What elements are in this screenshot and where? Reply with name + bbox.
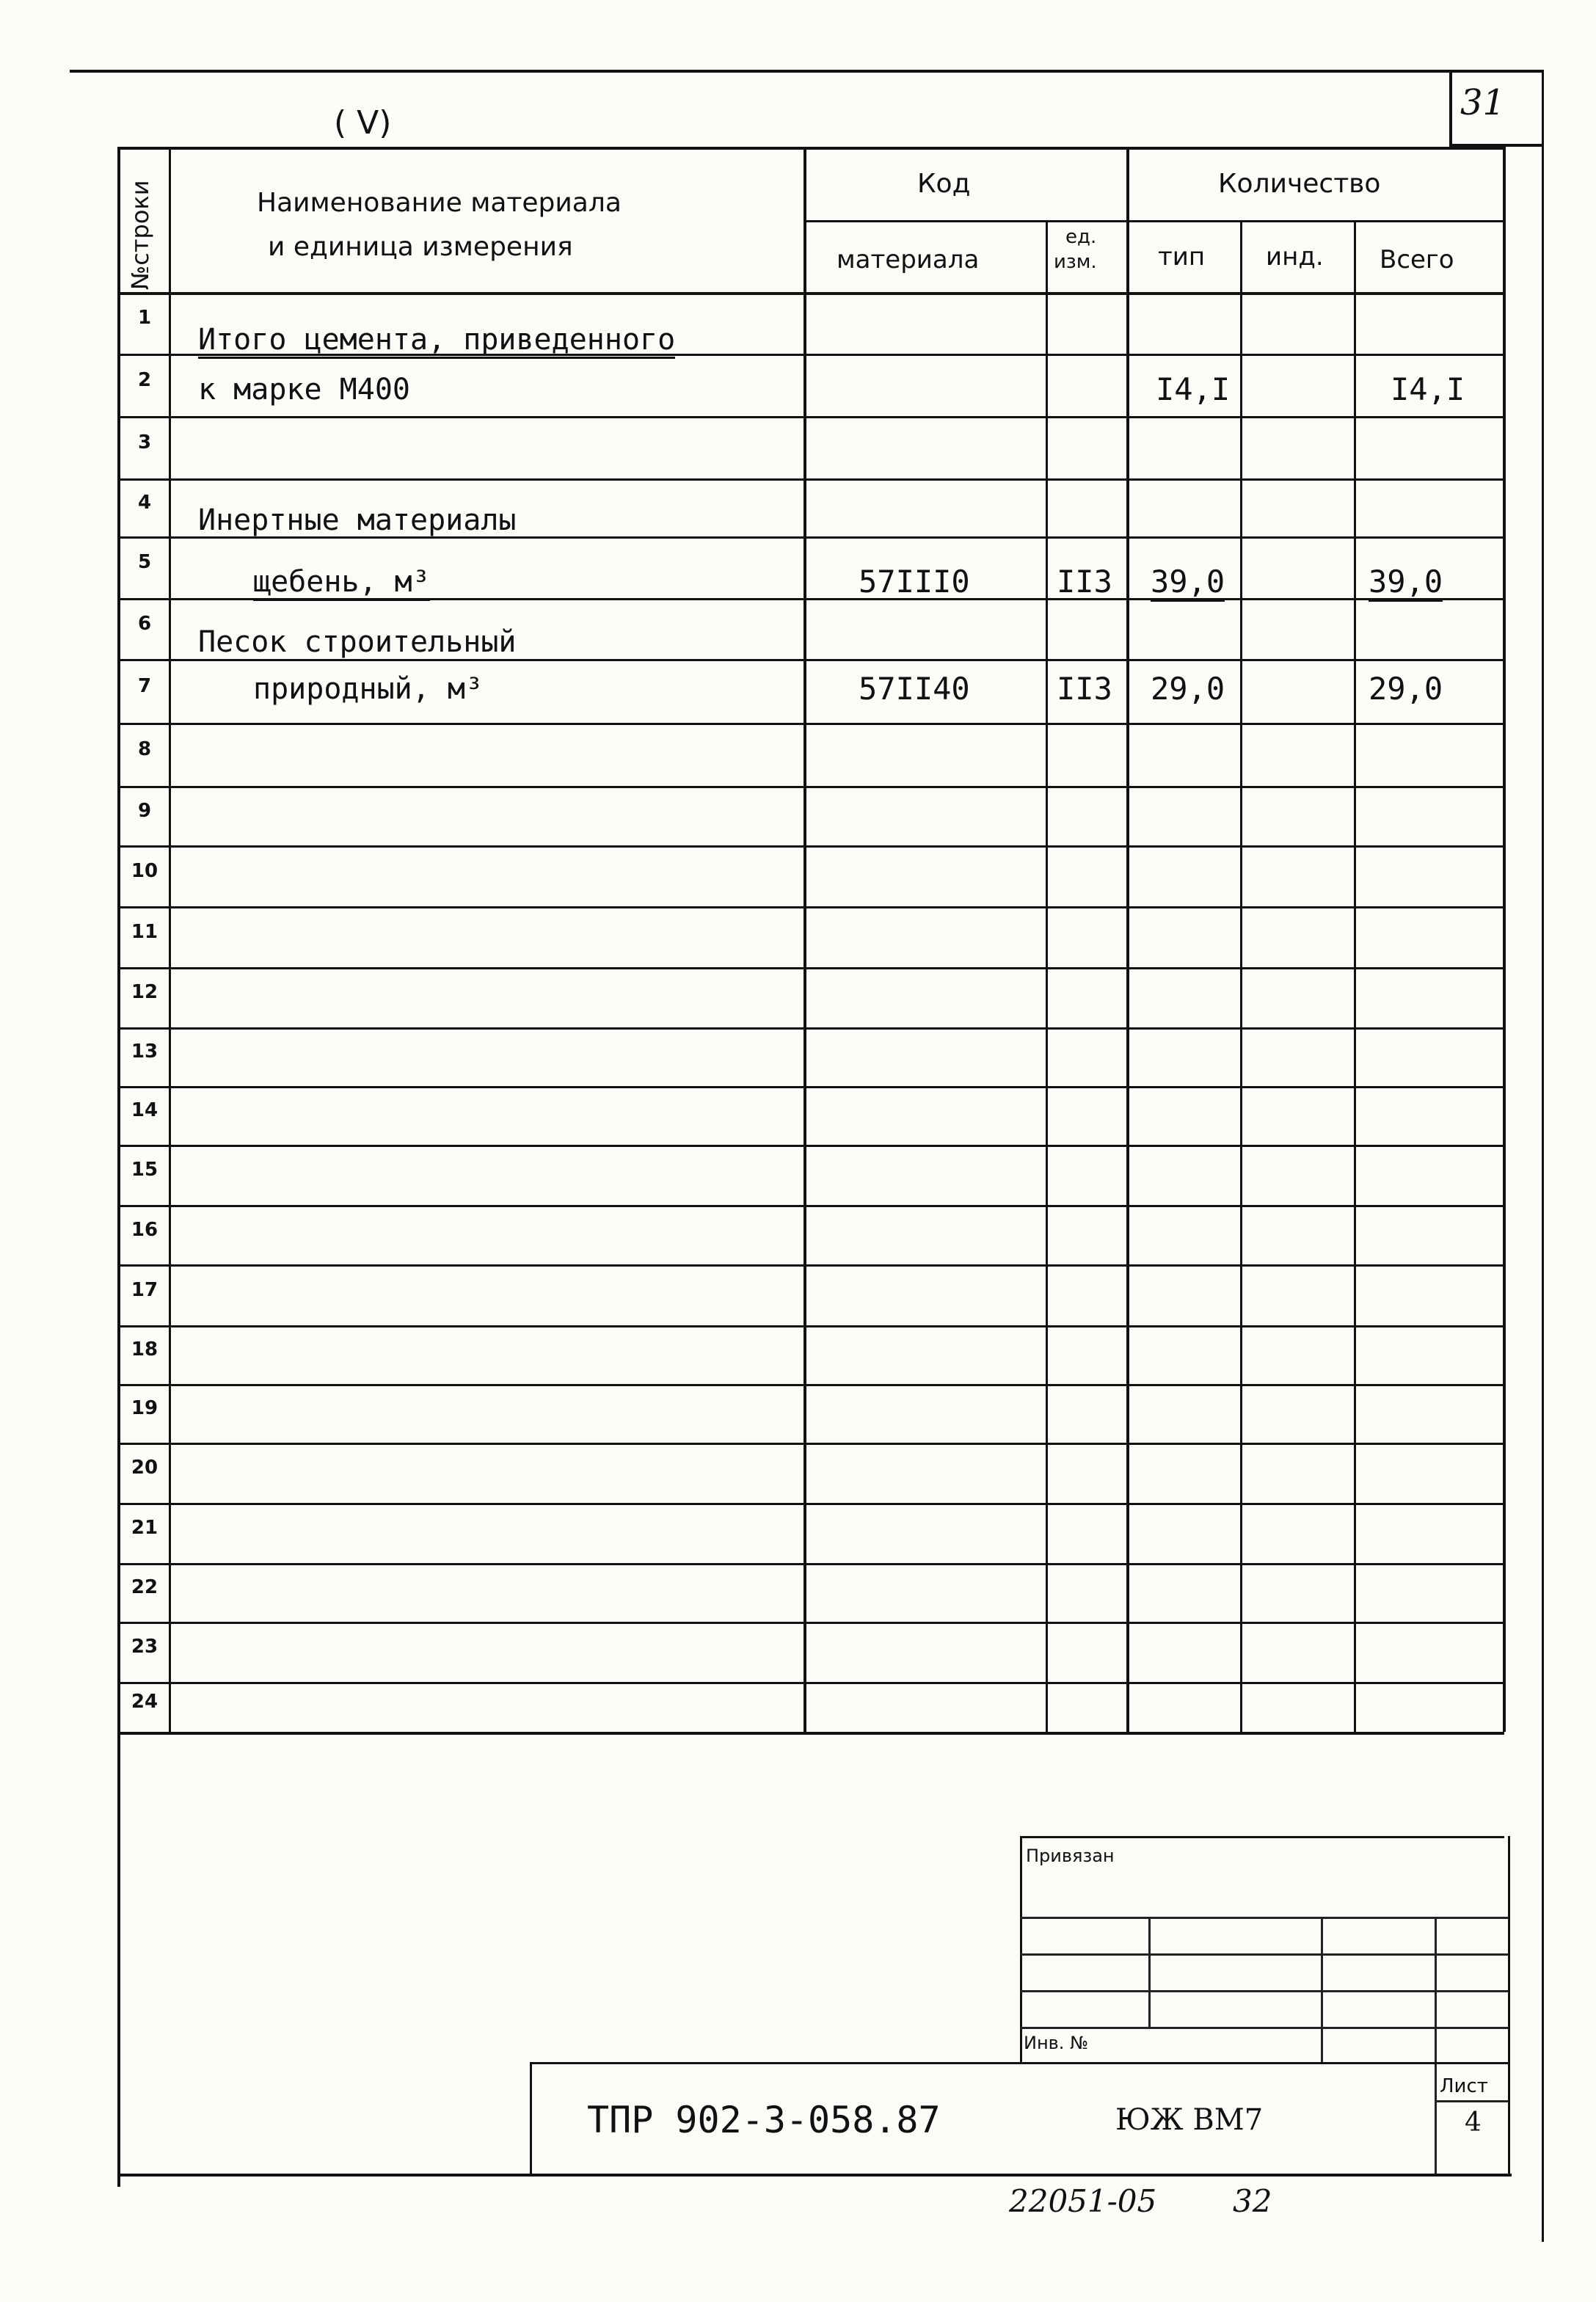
row-line — [117, 416, 1504, 418]
row-number: 22 — [131, 1576, 158, 1598]
row-number: 11 — [131, 920, 158, 943]
row-number: 20 — [131, 1457, 158, 1479]
header-quantity: Количество — [1218, 169, 1381, 199]
header-total: Всего — [1380, 245, 1454, 274]
footer-archive-number: 22051-05 — [1009, 2183, 1157, 2219]
row-line — [117, 1264, 1504, 1267]
col-code-left — [804, 147, 806, 1732]
footer-page-number: 32 — [1233, 2183, 1272, 2219]
row-line — [117, 1205, 1504, 1207]
stamp-col-3 — [1435, 1917, 1437, 2174]
row-line — [117, 1503, 1504, 1505]
row-number: 6 — [137, 612, 152, 635]
row-2-tip: I4,I — [1156, 371, 1231, 407]
row-line — [117, 845, 1504, 848]
stamp-sheet-number: 4 — [1465, 2108, 1482, 2138]
frame-right-line — [1542, 70, 1544, 2242]
row-number: 12 — [131, 981, 158, 1003]
row-number: 14 — [131, 1099, 158, 1121]
row-number: 24 — [131, 1691, 158, 1713]
row-number: 18 — [131, 1338, 158, 1361]
stamp-sheet-divider — [1435, 2100, 1508, 2102]
row-2-name: к марке М400 — [198, 373, 410, 407]
row-number: 3 — [137, 431, 152, 454]
stamp-sheet-label: Лист — [1440, 2075, 1488, 2097]
row-line — [117, 1622, 1504, 1624]
stamp-doc-suffix: ЮЖ ВМ7 — [1115, 2103, 1264, 2137]
stamp-inv-label: Инв. № — [1024, 2033, 1089, 2053]
row-7-name: природный, м³ — [253, 672, 484, 706]
stamp-col-1 — [1148, 1917, 1151, 2027]
row-number: 17 — [131, 1278, 158, 1301]
col-ind-left — [1240, 220, 1242, 1732]
row-line — [117, 478, 1504, 481]
header-material: материала — [837, 245, 980, 274]
row-number: 19 — [131, 1397, 158, 1419]
stamp-main-left — [530, 2062, 532, 2176]
row-7-unit: II3 — [1057, 671, 1112, 707]
row-4-name: Инертные материалы — [198, 503, 517, 537]
row-line — [117, 1732, 1504, 1735]
row-line — [117, 1563, 1504, 1565]
row-number: 23 — [131, 1636, 158, 1658]
header-tip: тип — [1158, 242, 1206, 272]
row-line — [117, 1682, 1504, 1684]
row-number: 8 — [137, 738, 152, 760]
row-line — [117, 967, 1504, 969]
row-number: 15 — [131, 1159, 158, 1181]
stamp-main-top — [530, 2062, 1510, 2064]
row-number: 5 — [137, 551, 152, 573]
corner-box-left — [1449, 70, 1452, 147]
col-tip-left — [1126, 147, 1129, 1732]
header-row-number: №строки — [126, 180, 154, 290]
frame-top-line — [70, 70, 1543, 73]
row-2-total: I4,I — [1391, 371, 1465, 407]
row-line — [117, 1325, 1504, 1327]
row-5-total: 39,0 — [1369, 564, 1443, 602]
stamp-doc-code: ТПР 902-3-058.87 — [587, 2099, 941, 2141]
stamp-col-2 — [1321, 1917, 1323, 2064]
row-6-name: Песок строительный — [198, 625, 516, 661]
corner-page-number: 31 — [1460, 82, 1506, 123]
row-line — [117, 1027, 1504, 1030]
row-number: 13 — [131, 1041, 158, 1063]
header-name-line2: и единица измерения — [268, 232, 573, 262]
col-unit-left — [1046, 220, 1048, 1732]
row-number: 7 — [137, 674, 152, 697]
col-total-left — [1354, 220, 1356, 1732]
row-line — [117, 786, 1504, 788]
stamp-right-line — [1508, 1836, 1510, 2174]
row-7-tip: 29,0 — [1151, 671, 1225, 707]
row-line — [117, 906, 1504, 908]
row-number: 4 — [137, 491, 152, 514]
row-5-name: щебень, м³ — [253, 565, 430, 601]
row-5-unit: II3 — [1057, 564, 1112, 600]
row-number: 1 — [137, 307, 152, 329]
row-5-tip: 39,0 — [1151, 564, 1225, 602]
stamp-left-line — [1020, 1836, 1022, 2064]
header-unit-line1: ед. — [1065, 226, 1097, 248]
header-name-line1: Наименование материала — [257, 188, 622, 218]
row-7-code: 57II40 — [859, 671, 970, 707]
row-number: 21 — [131, 1517, 158, 1539]
stamp-top-line — [1020, 1836, 1504, 1838]
frame-bottom-line — [117, 2174, 1512, 2177]
row-number: 9 — [137, 799, 152, 822]
row-5-code: 57III0 — [859, 564, 970, 600]
header-unit-line2: изм. — [1054, 251, 1097, 273]
row-number: 10 — [131, 859, 158, 882]
row-line — [117, 723, 1504, 725]
header-ind: инд. — [1266, 242, 1324, 272]
row-line — [117, 1145, 1504, 1147]
header-code: Код — [917, 169, 971, 199]
row-7-total: 29,0 — [1369, 671, 1443, 707]
row-line — [117, 1443, 1504, 1445]
table-top-line — [117, 147, 1504, 150]
row-line — [117, 292, 1504, 294]
stamp-bound-label: Привязан — [1026, 1846, 1115, 1866]
row-number: 16 — [131, 1218, 158, 1241]
header-subline — [804, 220, 1504, 222]
row-1-name: Итого цемента, приведенного — [198, 323, 675, 359]
row-number: 2 — [137, 368, 152, 391]
row-line — [117, 1086, 1504, 1088]
row-line — [117, 1384, 1504, 1386]
table-right-line — [1503, 147, 1506, 1732]
section-mark: ( V) — [334, 104, 392, 142]
